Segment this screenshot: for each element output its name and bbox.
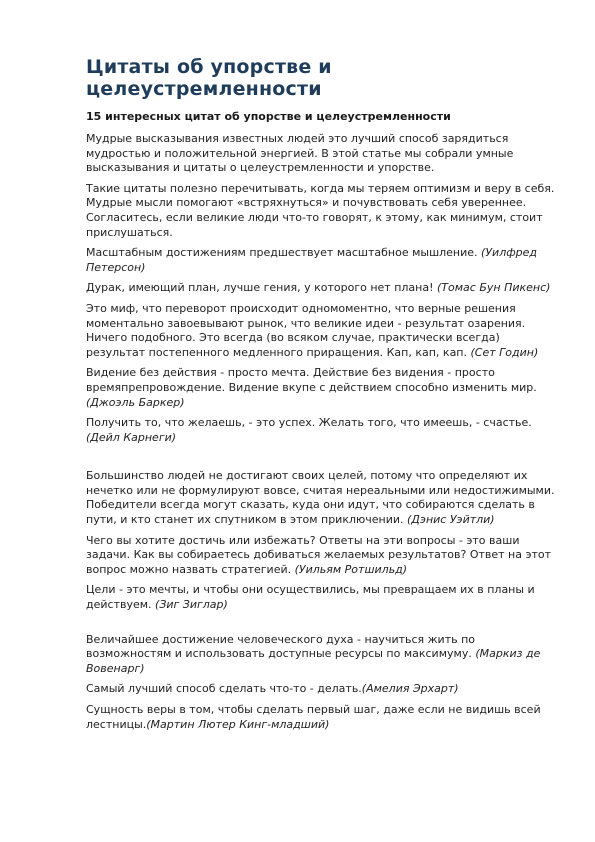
- quote-text: Самый лучший способ сделать что-то - делать.: [86, 682, 362, 696]
- page-subtitle: 15 интересных цитат об упорстве и целеустремленности: [86, 110, 451, 123]
- quote-author: (Уильям Ротшильд): [294, 562, 408, 576]
- quote-text: Дурак, имеющий план, лучше гения, у которого нет плана!: [86, 281, 438, 295]
- quote-seth-godin: [86, 302, 555, 360]
- quote-amelia-earhart: [86, 682, 555, 697]
- quote-text: Видение без действия - просто мечта. Действие без видения - просто времяпрепровождение. Видение вкупе с действием способно изменить мир.: [86, 366, 537, 394]
- quote-text: Чего вы хотите достичь или избежать? Ответы на эти вопросы - это ваши задачи. Как вы собираетесь добиваться желаемых результатов? Ответ на этот вопрос можно назвать стратегией.: [86, 533, 552, 576]
- quote-author: (Сет Годин): [470, 345, 539, 359]
- quote-text: Получить то, что желаешь, - это успех. Желать того, что имеешь, - счастье.: [86, 416, 532, 430]
- quote-zig-ziglar: [86, 583, 555, 612]
- quote-author: (Джоэль Баркер): [86, 395, 185, 409]
- quote-text: Сущность веры в том, чтобы сделать первый шаг, даже если не видишь всей лестницы.: [86, 703, 541, 731]
- quote-text: Это миф, что переворот происходит одномоментно, что верные решения моментально завоевывают рынок, что великие идеи - результат озарения. Ничего подобного. Это всегда (во всяком случае, практически всегда) результат постепенного медленного приращения. Кап, кап, кап.: [86, 301, 526, 359]
- section-gap: [86, 619, 555, 633]
- quote-author: (Дэнис Уэйтли): [407, 513, 495, 527]
- intro-paragraph-2: Такие цитаты полезно перечитывать, когда мы теряем оптимизм и веру в себя. Мудрые мысли помогают «встряхнуться» и почувствовать себя увереннее. Согласитесь, если великие люди что-то говорят, к этому, как минимум, стоит прислушаться.: [86, 181, 555, 239]
- quote-author: (Уилфред Петерсон): [86, 246, 537, 274]
- quote-william-rothschild: [86, 534, 555, 578]
- quote-wilfred-peterson: [86, 246, 555, 275]
- page-title: Цитаты об упорстве и целеустремленности: [86, 56, 332, 100]
- section-gap: [86, 451, 555, 469]
- quote-author: (Зиг Зиглар): [155, 598, 228, 612]
- quote-author: (Мартин Лютер Кинг-млaдший): [146, 717, 330, 731]
- quote-author: (Томас Бун Пикенс): [437, 281, 551, 295]
- quote-joel-barker: [86, 366, 555, 410]
- quote-dale-carnegie: [86, 416, 555, 445]
- quote-text: Большинство людей не достигают своих целей, потому что определяют их нечетко или не формулируют вовсе, считая нереальными или недостижимыми. Победители всегда могут сказать, куда они идут, что собираются сделать в пути, и кто станет их спутником в этом приключении.: [86, 469, 555, 527]
- intro-paragraph-1: Мудрые высказывания известных людей это лучший способ зарядиться мудростью и положительной энергией. В этой статье мы собрали умные высказывания и цитаты о целеустремленности и упорстве.: [86, 132, 514, 175]
- quote-text: Цели - это мечты, и чтобы они осуществились, мы превращаем их в планы и действуем.: [86, 583, 535, 612]
- quote-author: (Дейл Карнеги): [86, 430, 177, 444]
- quote-denis-waitley: [86, 469, 555, 527]
- quote-author: (Амелия Эрхарт): [361, 682, 459, 696]
- quote-boone-pickens: [86, 281, 555, 296]
- quote-vauvenargues: [86, 633, 555, 677]
- quote-text: Величайшее достижение человеческого духа - научиться жить по возможностям и использовать доступные ресурсы по максимуму.: [86, 632, 476, 661]
- quote-author: (Маркиз де Вовенарг): [86, 647, 541, 675]
- quote-text: Масштабным достижениям предшествует масштабное мышление.: [86, 246, 482, 260]
- quote-martin-luther-king: [86, 703, 555, 732]
